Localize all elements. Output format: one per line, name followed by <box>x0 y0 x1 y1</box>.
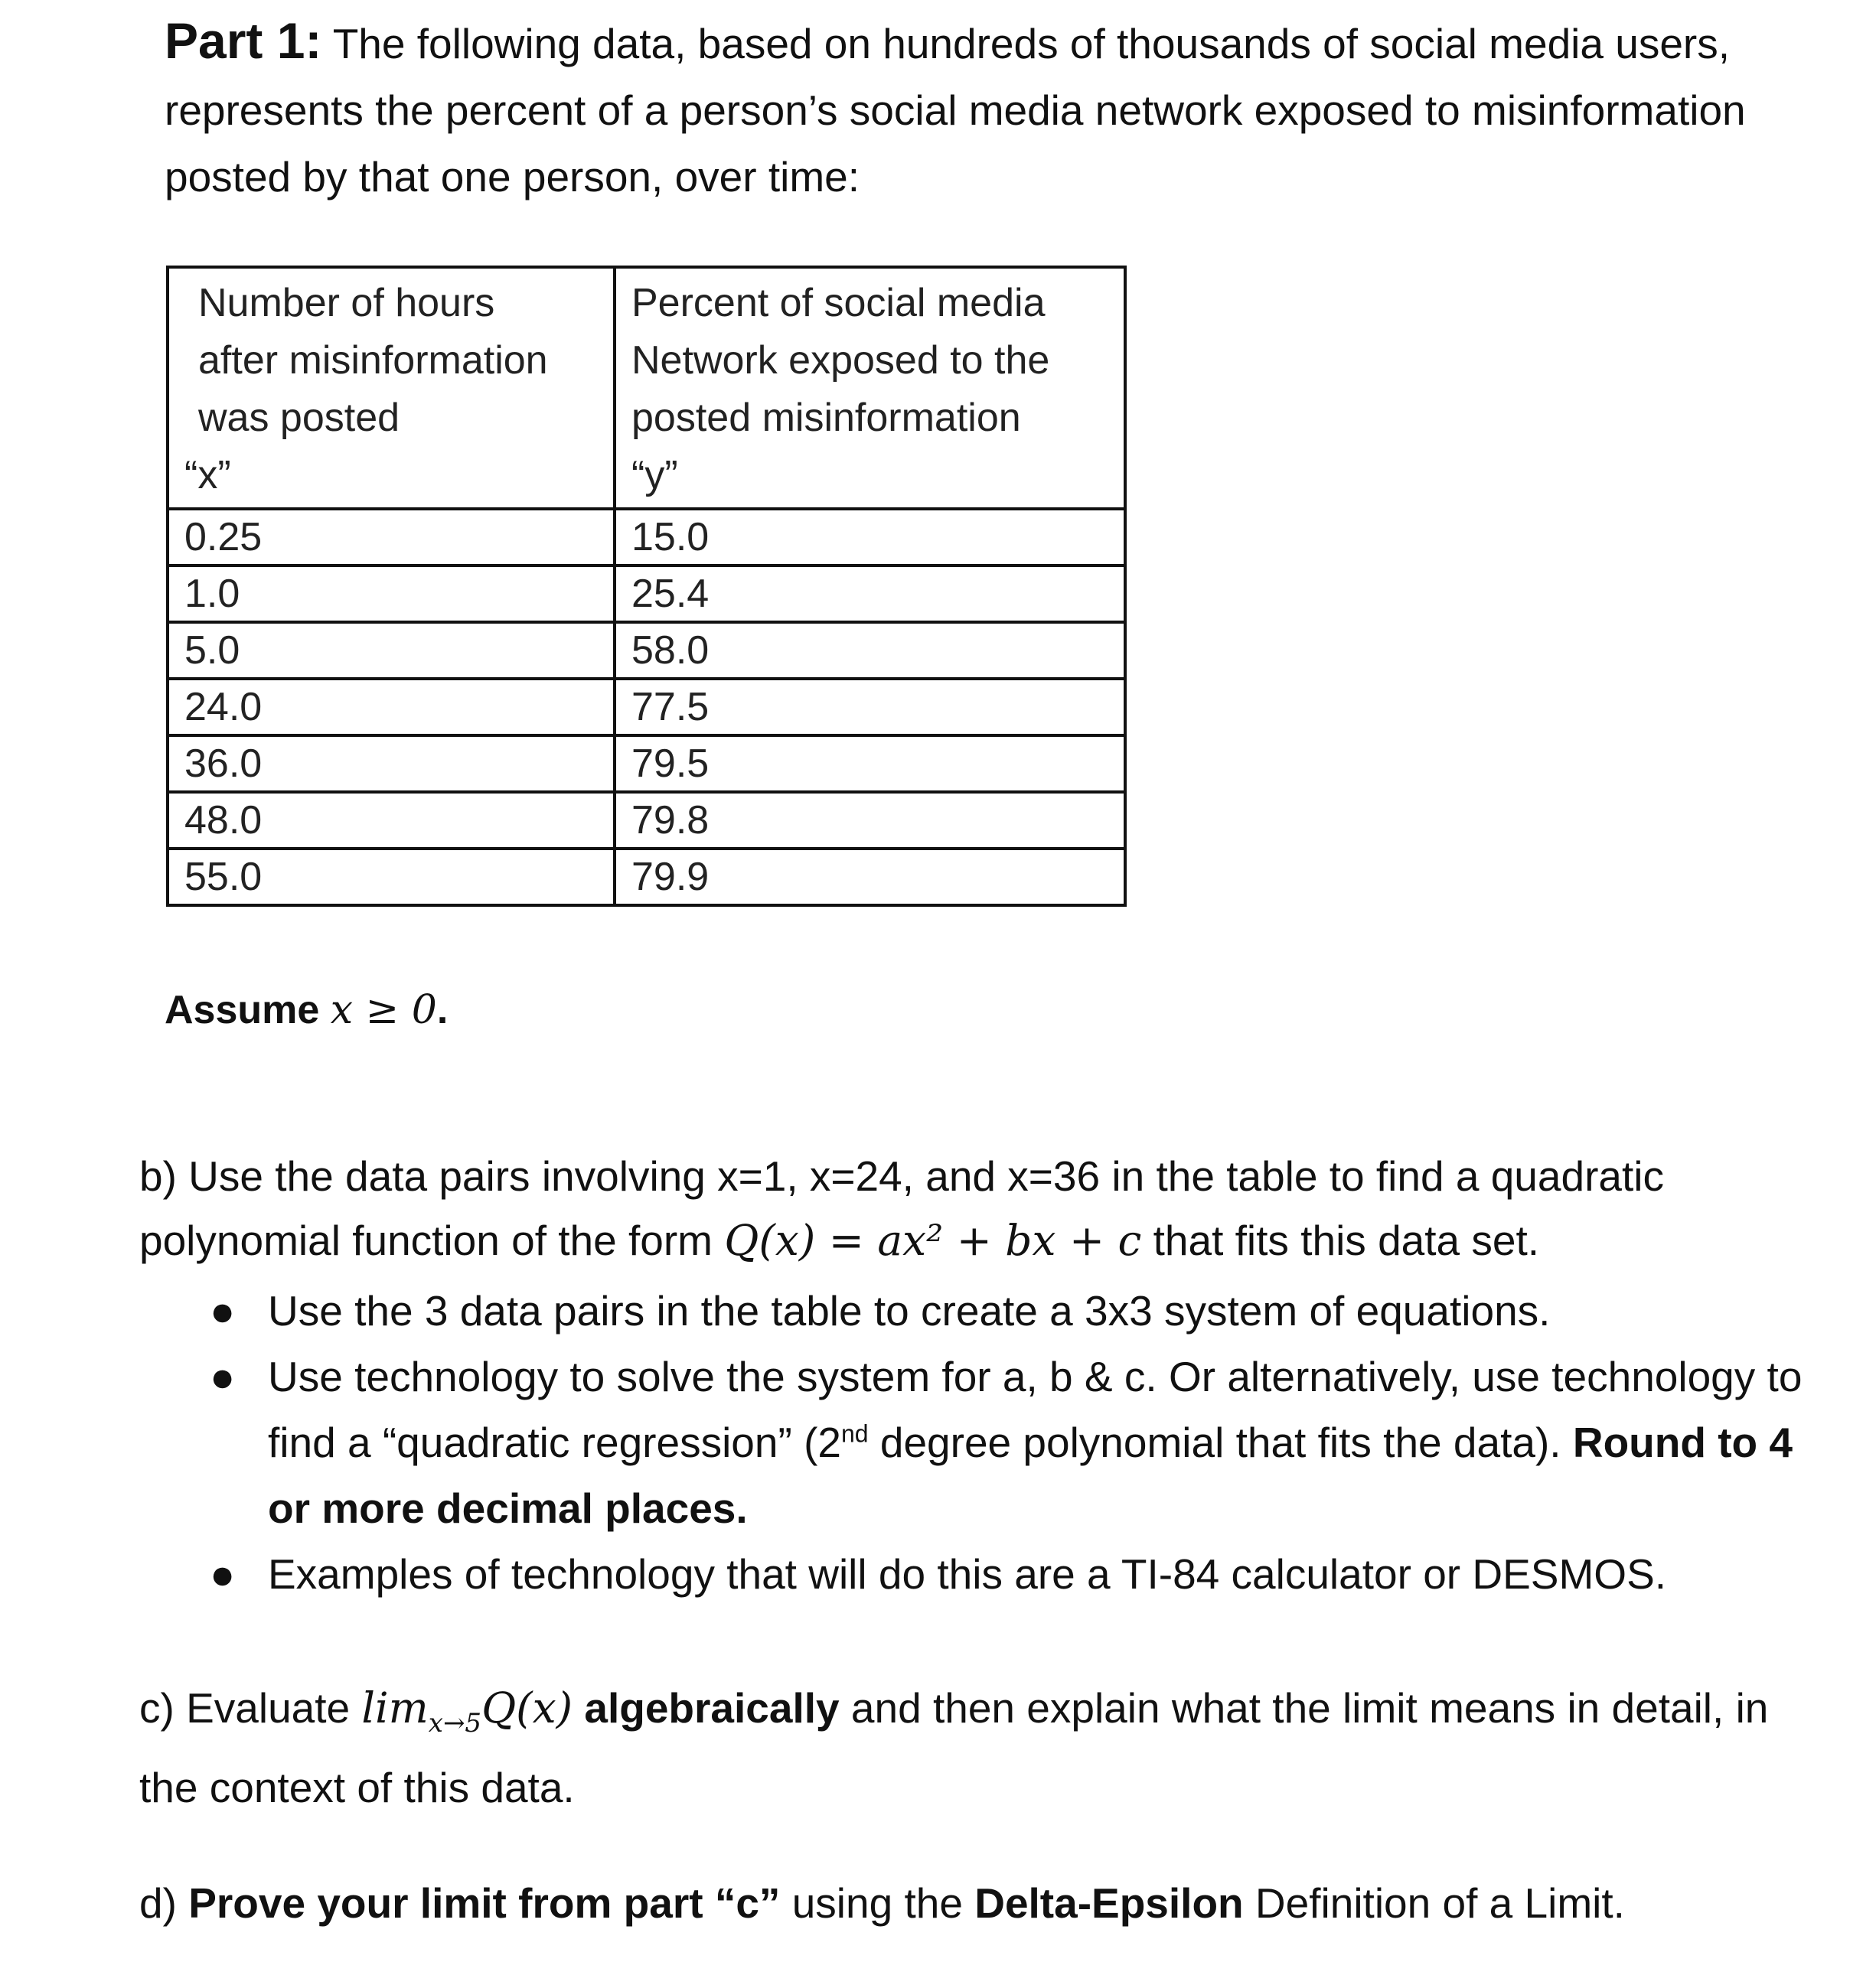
cell-y: 58.0 <box>615 622 1125 679</box>
list-item <box>139 1541 1823 1607</box>
part-b-text-before: b) Use the data pairs involving x=1, x=24, and x=36 in the table to find a quadratic polynomial function of the form <box>139 1152 1664 1264</box>
part-c-bold: algebraically <box>573 1684 840 1732</box>
table-row <box>168 792 1125 849</box>
cell-x: 1.0 <box>168 565 615 622</box>
part-b-question <box>139 1144 1823 1273</box>
cell-y: 79.9 <box>615 849 1125 905</box>
part-label: Part 1: <box>165 12 322 69</box>
table-row <box>168 622 1125 679</box>
header-y-line: posted misinformation <box>631 396 1021 440</box>
data-table <box>166 266 1127 907</box>
part-d-question <box>139 1871 1823 1935</box>
table-row <box>168 509 1125 565</box>
header-x-line: after misinformation <box>198 338 548 383</box>
header-x-line: Number of hours <box>198 281 495 325</box>
bullet-text: degree polynomial that fits the data). <box>868 1419 1573 1466</box>
assumption <box>165 987 448 1033</box>
bullet-text: Use the 3 data pairs in the table to create a 3x3 system of equations. <box>268 1287 1551 1335</box>
cell-y: 15.0 <box>615 509 1125 565</box>
list-item <box>139 1278 1823 1344</box>
limit-subscript: x→5 <box>428 1708 482 1739</box>
cell-x: 5.0 <box>168 622 615 679</box>
limit-function: Q(x) <box>481 1683 573 1732</box>
header-y-line: Network exposed to the <box>631 338 1050 383</box>
bullet-text: Use technology to solve the system for a, b & c. Or alternatively, use technology to find a “quadratic regression” (2 <box>268 1353 1803 1466</box>
header-x-line: was posted <box>198 396 400 440</box>
header-x <box>168 267 615 509</box>
part-d-bold-1: Prove your limit from part “c” <box>188 1879 781 1927</box>
table-row <box>168 735 1125 792</box>
part-b-bullets <box>139 1278 1823 1607</box>
assume-period: . <box>436 988 449 1032</box>
intro-paragraph <box>165 8 1757 210</box>
cell-y: 79.8 <box>615 792 1125 849</box>
cell-x: 48.0 <box>168 792 615 849</box>
part-b-formula: Q(x) = ax² + bx + c <box>724 1216 1142 1265</box>
bullet-bold-text: Round to 4 or more decimal places. <box>268 1419 1793 1532</box>
cell-y: 77.5 <box>615 679 1125 735</box>
part-d-prefix: d) <box>139 1879 189 1927</box>
cell-x: 55.0 <box>168 849 615 905</box>
bullet-icon: ● <box>210 1353 236 1400</box>
part-d-bold-2: Delta-Epsilon <box>974 1879 1244 1927</box>
part-c-question <box>139 1676 1823 1820</box>
header-y-var: “y” <box>631 453 678 497</box>
intro-text: The following data, based on hundreds of thousands of social media users, represents the percent of a person’s social media network exposed to misinformation posted by that one person, over time: <box>165 20 1746 200</box>
ordinal-suffix: nd <box>840 1419 869 1448</box>
list-item <box>139 1344 1823 1541</box>
cell-y: 79.5 <box>615 735 1125 792</box>
cell-x: 0.25 <box>168 509 615 565</box>
header-x-var: “x” <box>184 453 231 497</box>
table-row <box>168 679 1125 735</box>
bullet-text: Examples of technology that will do this are a TI-84 calculator or DESMOS. <box>268 1550 1667 1598</box>
bullet-icon: ● <box>210 1287 236 1335</box>
limit-symbol: lim <box>361 1683 429 1732</box>
bullet-icon: ● <box>210 1550 236 1598</box>
table-row <box>168 849 1125 905</box>
cell-x: 36.0 <box>168 735 615 792</box>
table-row <box>168 565 1125 622</box>
cell-y: 25.4 <box>615 565 1125 622</box>
header-y <box>615 267 1125 509</box>
part-c-text-before: c) Evaluate <box>139 1684 362 1732</box>
part-c-text-after: and then explain what the limit means in detail, in the context of this data. <box>139 1684 1769 1811</box>
assume-expr: x ≥ 0 <box>330 987 437 1033</box>
table-header-row <box>168 267 1125 509</box>
header-y-line: Percent of social media <box>631 281 1046 325</box>
part-d-middle: using the <box>780 1879 975 1927</box>
part-d-suffix: Definition of a Limit. <box>1243 1879 1625 1927</box>
cell-x: 24.0 <box>168 679 615 735</box>
part-b-text-after: that fits this data set. <box>1141 1217 1540 1264</box>
assume-word: Assume <box>165 988 320 1032</box>
